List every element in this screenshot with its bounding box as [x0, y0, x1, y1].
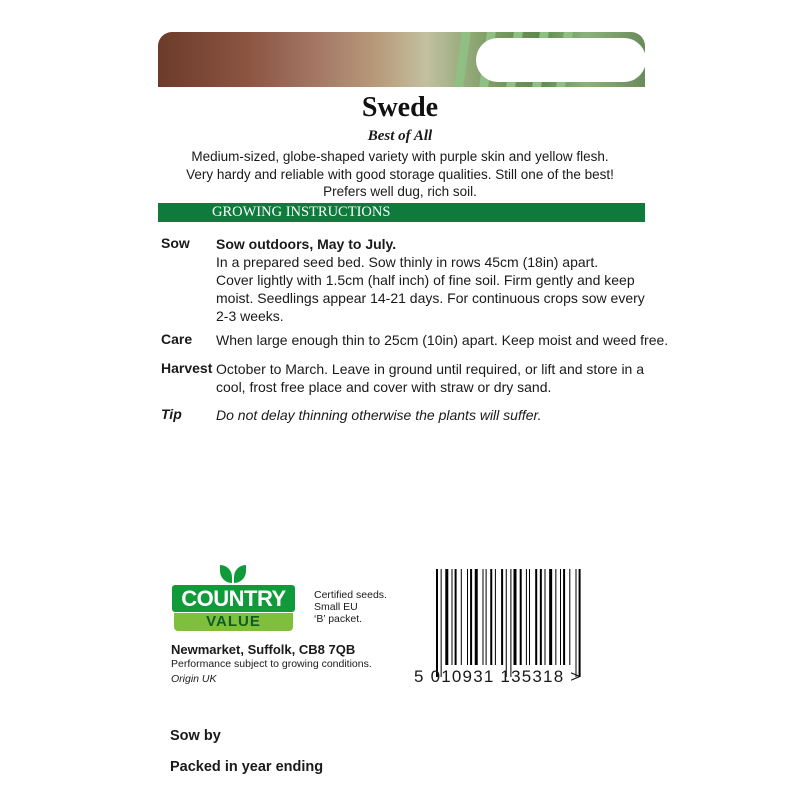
certification-line: Certified seeds. [314, 589, 387, 601]
barcode-bar [436, 569, 438, 677]
barcode-bar [445, 569, 448, 665]
tip-line: Do not delay thinning otherwise the plants will suffer. [216, 407, 542, 423]
sow-line: Cover lightly with 1.5cm (half inch) of fine soil. Firm gently and keep [216, 272, 635, 288]
barcode-bar [579, 569, 581, 677]
description-line: Very hardy and reliable with good storage qualities. Still one of the best! [186, 166, 614, 182]
barcode-bar [560, 569, 561, 665]
sow-line: 2-3 weeks. [216, 308, 284, 324]
harvest-label: Harvest [161, 360, 213, 376]
barcode-bar [549, 569, 552, 665]
variety-name: Best of All [367, 128, 433, 144]
barcode-bar [535, 569, 537, 665]
header-photo-banner [158, 32, 645, 87]
leaf-icon [234, 565, 246, 583]
barcode-bar [576, 569, 577, 677]
country-value-logo [172, 565, 297, 630]
barcode-bar [490, 569, 492, 665]
harvest-instructions [216, 360, 644, 396]
barcode-bar [461, 569, 462, 665]
leaf-stalk-graphic [454, 32, 471, 87]
sow-line: In a prepared seed bed. Sow thinly in rows 45cm (18in) apart. [216, 254, 599, 270]
care-label: Care [161, 331, 193, 347]
barcode-bar [452, 569, 453, 665]
variety-description [180, 148, 620, 201]
packet-title: Swede [361, 92, 439, 123]
barcode-bar [529, 569, 530, 665]
barcode-bar [501, 569, 503, 665]
description-line: Medium-sized, globe-shaped variety with purple skin and yellow flesh. [191, 149, 609, 164]
barcode-bar [495, 569, 496, 665]
care-line: When large enough thin to 25cm (10in) apart. Keep moist and weed free. [216, 332, 669, 348]
barcode-bar [563, 569, 565, 665]
barcode-bar [455, 569, 457, 665]
barcode-bar [540, 569, 542, 665]
barcode-bar [470, 569, 472, 665]
certification-line: ‘B’ packet. [314, 613, 363, 625]
barcode-graphic [434, 569, 624, 679]
sow-headline: Sow outdoors, May to July. [216, 236, 397, 252]
barcode-bar [506, 569, 507, 677]
barcode-number: 5 010931 135318 > [414, 667, 582, 686]
certification-text [314, 589, 387, 625]
logo-wordmark-bottom: VALUE [174, 613, 293, 631]
tip-label: Tip [161, 406, 182, 422]
packed-year-label: Packed in year ending [170, 759, 324, 775]
sow-line: moist. Seedlings appear 14-21 days. For continuous crops sow every [216, 290, 645, 306]
origin-label: Origin UK [171, 673, 217, 685]
tip-text [216, 406, 644, 424]
description-line: Prefers well dug, rich soil. [323, 184, 477, 199]
barcode-bar [483, 569, 484, 665]
leaf-icon [220, 565, 232, 583]
barcode-bar [510, 569, 511, 677]
sow-label: Sow [161, 235, 190, 251]
hanger-hole [476, 38, 645, 82]
barcode-bar [514, 569, 517, 665]
barcode-bar [526, 569, 527, 665]
barcode-bar [545, 569, 546, 665]
sow-by-label: Sow by [170, 728, 221, 744]
barcode-bar [520, 569, 522, 665]
certification-line: Small EU [314, 601, 358, 613]
growing-instructions-header [158, 203, 645, 222]
logo-wordmark-top: COUNTRY [172, 585, 295, 612]
performance-note: Performance subject to growing conditions. [171, 658, 372, 670]
barcode-bar [555, 569, 556, 665]
sow-instructions [216, 235, 644, 325]
care-instructions [216, 331, 669, 349]
barcode-bar [486, 569, 487, 665]
barcode-bar [569, 569, 570, 665]
company-address: Newmarket, Suffolk, CB8 7QB [171, 642, 356, 657]
barcode-bar [475, 569, 478, 665]
barcode-bar [467, 569, 468, 665]
section-heading: GROWING INSTRUCTIONS [212, 204, 391, 220]
barcode-bar [441, 569, 442, 677]
harvest-line: October to March. Leave in ground until required, or lift and store in a [216, 361, 645, 377]
harvest-line: cool, frost free place and cover with straw or dry sand. [216, 379, 552, 395]
